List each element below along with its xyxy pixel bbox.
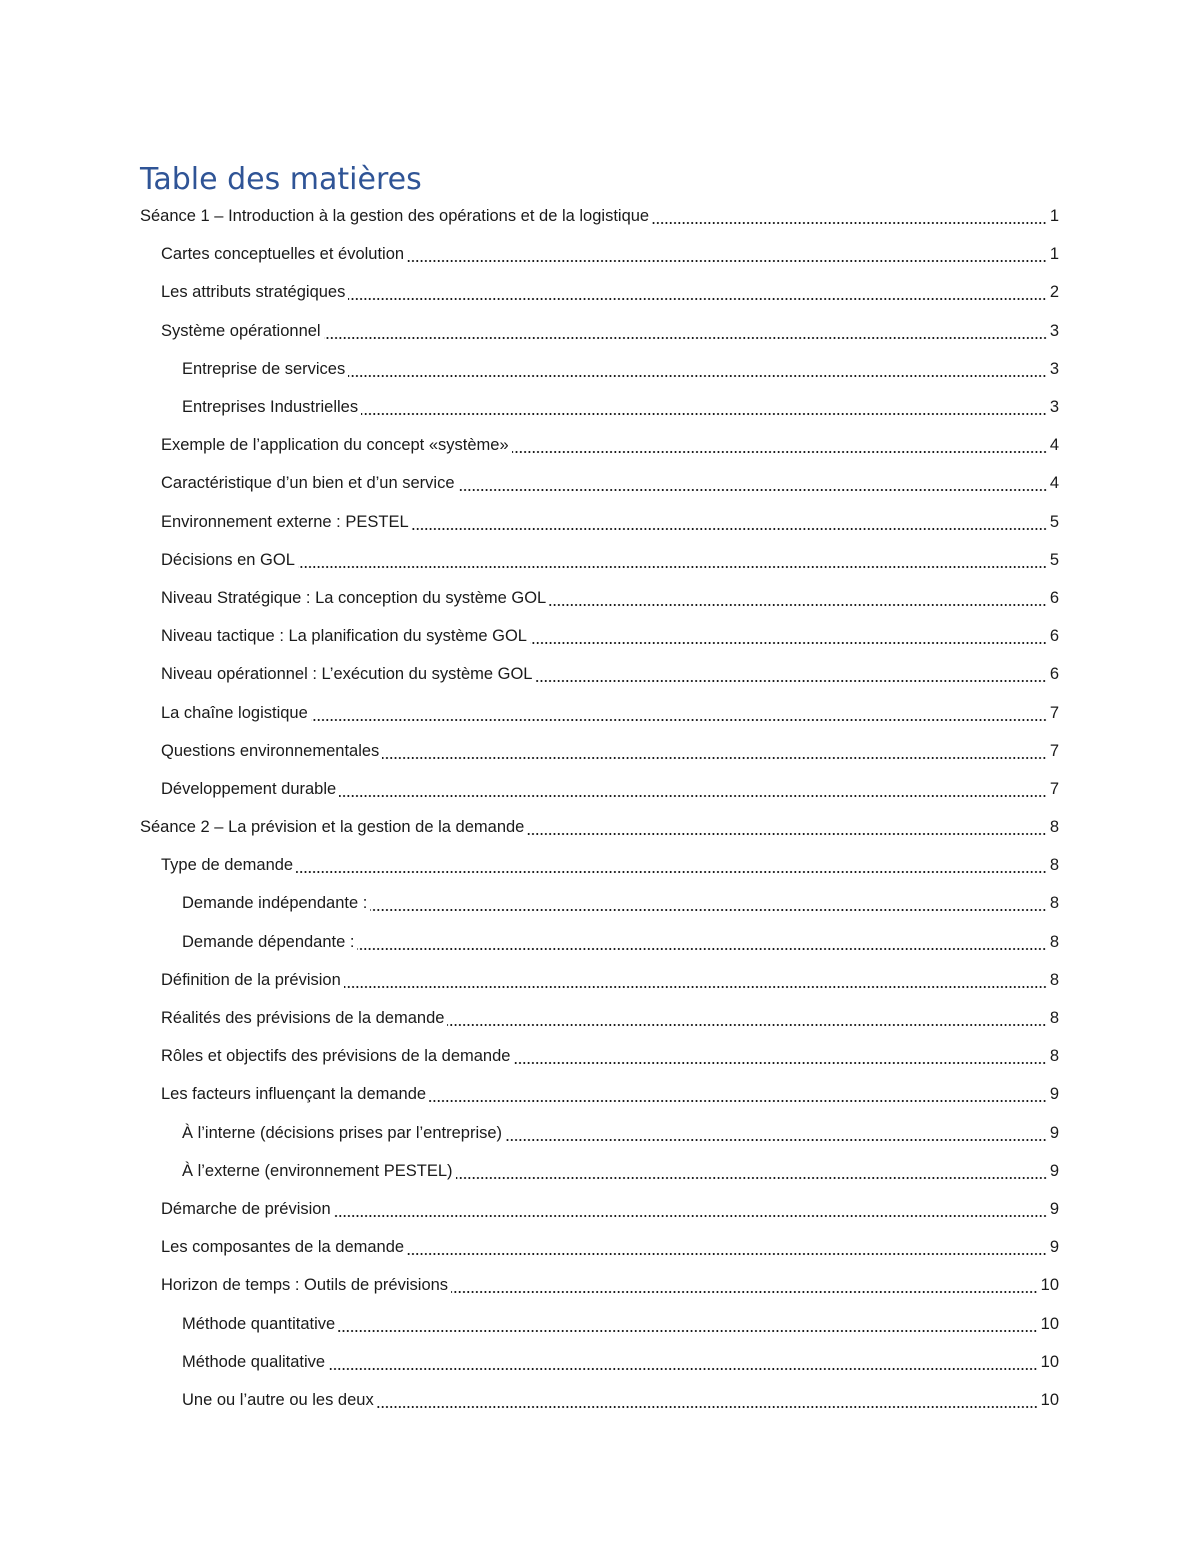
toc-entry[interactable] — [0, 312, 1200, 350]
toc-entry-text: Les composantes de la demande — [161, 1238, 405, 1257]
toc-entry[interactable] — [0, 1075, 1200, 1113]
toc-page-number: 5 — [1049, 550, 1059, 569]
toc-page-number: 9 — [1049, 1123, 1059, 1142]
dot-leader — [407, 1253, 1047, 1255]
toc-page-number: 1 — [1049, 207, 1059, 226]
dot-leader — [298, 566, 1047, 568]
toc-page-number: 3 — [1049, 359, 1059, 378]
dot-leader — [535, 680, 1046, 682]
toc-page-number: 8 — [1049, 1047, 1059, 1066]
dot-leader — [456, 1177, 1047, 1179]
toc-page-number: 8 — [1049, 1009, 1059, 1028]
toc-entry-text: Séance 1 – Introduction à la gestion des opérations et de la logistique — [140, 207, 650, 226]
toc-entry[interactable] — [0, 693, 1200, 731]
toc-page-number: 4 — [1049, 436, 1059, 455]
toc-entry[interactable] — [0, 350, 1200, 388]
dot-leader — [382, 757, 1047, 759]
toc-page-number: 8 — [1049, 970, 1059, 989]
toc-entry[interactable] — [0, 1152, 1200, 1190]
dot-leader — [334, 1215, 1047, 1217]
toc-page-number: 9 — [1049, 1238, 1059, 1257]
dot-leader — [412, 528, 1047, 530]
toc-page-number: 10 — [1040, 1314, 1059, 1333]
dot-leader — [328, 1368, 1038, 1370]
toc-entry-text: Demande indépendante : — [182, 894, 368, 913]
dot-leader — [296, 871, 1047, 873]
toc-list — [0, 197, 1200, 1419]
toc-page-number: 2 — [1049, 283, 1059, 302]
toc-entry[interactable] — [0, 961, 1200, 999]
toc-page-number: 7 — [1049, 703, 1059, 722]
toc-entry-text: Entreprises Industrielles — [182, 398, 359, 417]
dot-leader — [407, 260, 1047, 262]
toc-entry[interactable] — [0, 464, 1200, 502]
toc-page-number: 7 — [1049, 779, 1059, 798]
toc-entry[interactable] — [0, 503, 1200, 541]
toc-title: Table des matières — [140, 162, 422, 197]
toc-entry-text: Méthode quantitative — [182, 1314, 336, 1333]
toc-entry[interactable] — [0, 1228, 1200, 1266]
toc-entry[interactable] — [0, 884, 1200, 922]
toc-page-number: 7 — [1049, 741, 1059, 760]
dot-leader — [324, 337, 1047, 339]
toc-entry-text: Réalités des prévisions de la demande — [161, 1009, 445, 1028]
toc-entry[interactable] — [0, 923, 1200, 961]
toc-entry-text: Système opérationnel — [161, 321, 321, 340]
dot-leader — [311, 719, 1047, 721]
toc-page-number: 10 — [1040, 1276, 1059, 1295]
dot-leader — [429, 1100, 1047, 1102]
toc-page-number: 1 — [1049, 245, 1059, 264]
toc-entry-text: Les attributs stratégiques — [161, 283, 346, 302]
toc-entry-text: Environnement externe : PESTEL — [161, 512, 409, 531]
toc-entry-text: Séance 2 – La prévision et la gestion de la demande — [140, 818, 525, 837]
toc-entry[interactable] — [0, 655, 1200, 693]
toc-entry-text: Niveau Stratégique : La conception du système GOL — [161, 588, 547, 607]
toc-entry-text: Entreprise de services — [182, 359, 346, 378]
dot-leader — [513, 1062, 1046, 1064]
toc-entry[interactable] — [0, 808, 1200, 846]
toc-page-number: 5 — [1049, 512, 1059, 531]
toc-page-number: 10 — [1040, 1390, 1059, 1409]
toc-entry-text: Développement durable — [161, 779, 337, 798]
dot-leader — [527, 833, 1046, 835]
toc-page-number: 6 — [1049, 665, 1059, 684]
toc-page-number: 8 — [1049, 818, 1059, 837]
toc-page-number: 6 — [1049, 588, 1059, 607]
toc-entry[interactable] — [0, 1381, 1200, 1419]
dot-leader — [357, 948, 1046, 950]
toc-entry[interactable] — [0, 273, 1200, 311]
toc-entry[interactable] — [0, 846, 1200, 884]
toc-entry-text: Questions environnementales — [161, 741, 380, 760]
toc-entry-text: Les facteurs influençant la demande — [161, 1085, 427, 1104]
dot-leader — [447, 1024, 1046, 1026]
dot-leader — [458, 489, 1047, 491]
toc-entry-text: Niveau opérationnel : L’exécution du système GOL — [161, 665, 533, 684]
dot-leader — [348, 298, 1046, 300]
toc-page-number: 8 — [1049, 894, 1059, 913]
toc-entry-text: Démarche de prévision — [161, 1199, 331, 1218]
dot-leader — [370, 909, 1047, 911]
toc-entry[interactable] — [0, 732, 1200, 770]
dot-leader — [530, 642, 1047, 644]
toc-entry-text: Définition de la prévision — [161, 970, 341, 989]
toc-page-number: 8 — [1049, 856, 1059, 875]
dot-leader — [339, 795, 1047, 797]
toc-entry[interactable] — [0, 1304, 1200, 1342]
toc-entry-text: Horizon de temps : Outils de prévisions — [161, 1276, 449, 1295]
toc-entry-text: À l’externe (environnement PESTEL) — [182, 1161, 453, 1180]
toc-entry-text: La chaîne logistique — [161, 703, 308, 722]
dot-leader — [338, 1330, 1037, 1332]
toc-entry-text: À l’interne (décisions prises par l’entreprise) — [182, 1123, 503, 1142]
dot-leader — [451, 1291, 1038, 1293]
toc-entry[interactable] — [0, 1343, 1200, 1381]
toc-entry-text: Méthode qualitative — [182, 1352, 326, 1371]
dot-leader — [652, 222, 1047, 224]
toc-entry-text: Type de demande — [161, 856, 294, 875]
dot-leader — [348, 375, 1047, 377]
toc-entry-text: Niveau tactique : La planification du système GOL — [161, 627, 527, 646]
toc-entry[interactable] — [0, 426, 1200, 464]
toc-entry[interactable] — [0, 541, 1200, 579]
toc-page-number: 6 — [1049, 627, 1059, 646]
toc-page-number: 9 — [1049, 1085, 1059, 1104]
toc-page-number: 3 — [1049, 398, 1059, 417]
toc-entry[interactable] — [0, 770, 1200, 808]
toc-page-number: 10 — [1040, 1352, 1059, 1371]
dot-leader — [549, 604, 1047, 606]
dot-leader — [512, 451, 1047, 453]
toc-page-number: 8 — [1049, 932, 1059, 951]
toc-entry-text: Demande dépendante : — [182, 932, 355, 951]
toc-page-number: 9 — [1049, 1199, 1059, 1218]
toc-entry[interactable] — [0, 1037, 1200, 1075]
toc-entry[interactable] — [0, 1266, 1200, 1304]
toc-entry[interactable] — [0, 1114, 1200, 1152]
dot-leader — [361, 413, 1047, 415]
toc-entry[interactable] — [0, 235, 1200, 273]
toc-entry-text: Caractéristique d’un bien et d’un service — [161, 474, 455, 493]
dot-leader — [505, 1139, 1047, 1141]
toc-entry-text: Décisions en GOL — [161, 550, 295, 569]
toc-entry-text: Une ou l’autre ou les deux — [182, 1390, 374, 1409]
toc-entry[interactable] — [0, 579, 1200, 617]
toc-entry[interactable] — [0, 617, 1200, 655]
dot-leader — [344, 986, 1047, 988]
toc-entry-text: Exemple de l’application du concept «système» — [161, 436, 509, 455]
toc-page-number: 9 — [1049, 1161, 1059, 1180]
dot-leader — [377, 1406, 1038, 1408]
toc-entry[interactable] — [0, 388, 1200, 426]
toc-page-number: 3 — [1049, 321, 1059, 340]
toc-entry[interactable] — [0, 197, 1200, 235]
toc-entry[interactable] — [0, 999, 1200, 1037]
toc-entry-text: Rôles et objectifs des prévisions de la demande — [161, 1047, 511, 1066]
toc-page-number: 4 — [1049, 474, 1059, 493]
toc-entry-text: Cartes conceptuelles et évolution — [161, 245, 405, 264]
toc-entry[interactable] — [0, 1190, 1200, 1228]
